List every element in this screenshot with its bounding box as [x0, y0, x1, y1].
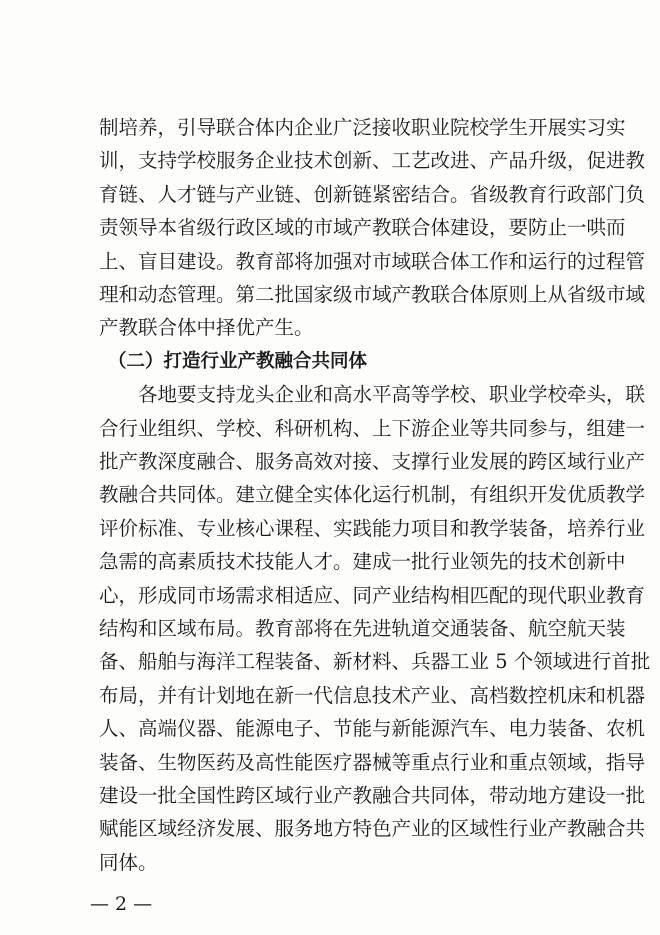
paragraph-1-line-2: 训，支持学校服务企业技术创新、工艺改进、产品升级，促进教: [99, 149, 646, 172]
paragraph-2-line-12: 装备、生物医药及高性能医疗器械等重点行业和重点领域，指导: [99, 751, 646, 774]
section-heading: （二）打造行业产教融合共同体: [108, 351, 368, 372]
paragraph-2-line-13: 建设一批全国性跨区域行业产教融合共同体，带动地方建设一批: [99, 784, 646, 807]
paragraph-2-line-8: 结构和区域布局。教育部将在先进轨道交通装备、航空航天装: [99, 617, 626, 640]
paragraph-2-line-10: 布局，并有计划地在新一代信息技术产业、高档数控机床和机器: [99, 684, 646, 707]
paragraph-1-line-7: 产教联合体中择优产生。: [99, 316, 314, 339]
paragraph-2-line-3: 批产教深度融合、服务高效对接、支撑行业发展的跨区域行业产: [99, 450, 646, 473]
paragraph-2-line-2: 合行业组织、学校、科研机构、上下游企业等共同参与，组建一: [99, 417, 646, 440]
paragraph-2-line-1: 各地要支持龙头企业和高水平高等学校、职业学校牵头，联: [138, 383, 646, 406]
paragraph-2-line-4: 教融合共同体。建立健全实体化运行机制，有组织开发优质教学: [99, 483, 646, 506]
page-number: — 2 —: [90, 893, 153, 915]
paragraph-2-line-11: 人、高端仪器、能源电子、节能与新能源汽车、电力装备、农机: [99, 717, 646, 740]
paragraph-1-line-4: 责领导本省级行政区域的市域产教联合体建设，要防止一哄而: [99, 216, 626, 239]
paragraph-1-line-1: 制培养，引导联合体内企业广泛接收职业院校学生开展实习实: [99, 116, 626, 139]
paragraph-2-line-14: 赋能区域经济发展、服务地方特色产业的区域性行业产教融合共: [99, 817, 646, 840]
paragraph-1-line-6: 理和动态管理。第二批国家级市域产教联合体原则上从省级市域: [99, 283, 646, 306]
paragraph-2-line-7: 心，形成同市场需求相适应、同产业结构相匹配的现代职业教育: [99, 584, 646, 607]
paragraph-1-line-3: 育链、人才链与产业链、创新链紧密结合。省级教育行政部门负: [99, 183, 646, 206]
paragraph-2-line-6: 急需的高素质技术技能人才。建成一批行业领先的技术创新中: [99, 550, 626, 573]
paragraph-2-line-15: 同体。: [99, 851, 158, 874]
paragraph-1-line-5: 上、盲目建设。教育部将加强对市域联合体工作和运行的过程管: [99, 250, 646, 273]
paragraph-2-line-9: 备、船舶与海洋工程装备、新材料、兵器工业 5 个领域进行首批: [99, 650, 651, 673]
paragraph-2-line-5: 评价标准、专业核心课程、实践能力项目和教学装备，培养行业: [99, 517, 646, 540]
